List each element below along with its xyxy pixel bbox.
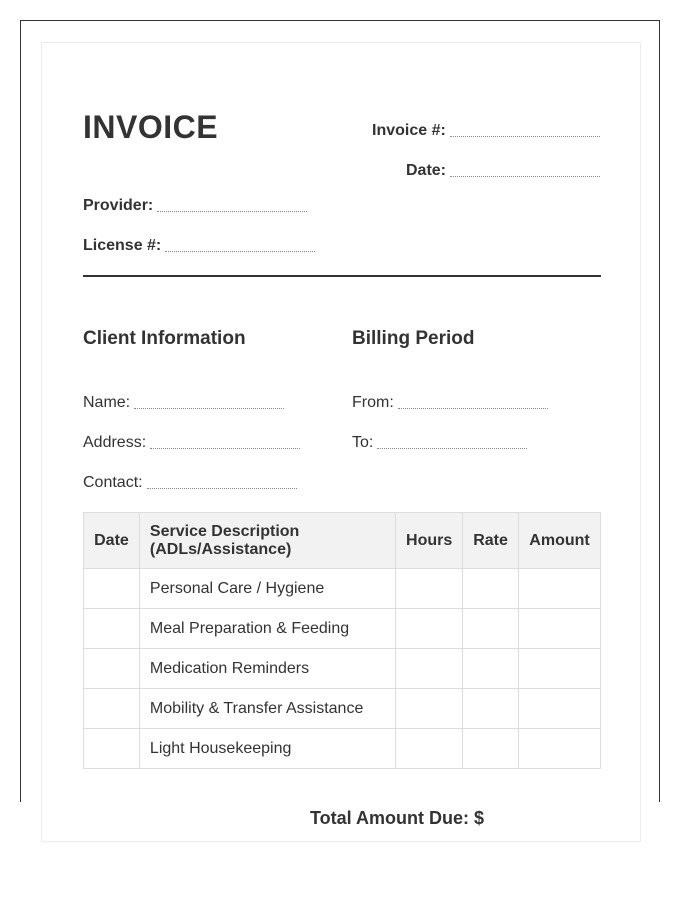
date-cell[interactable] bbox=[84, 569, 140, 609]
hours-cell[interactable] bbox=[396, 569, 463, 609]
col-header-amount: Amount bbox=[519, 513, 601, 569]
amount-cell[interactable] bbox=[519, 569, 601, 609]
description-cell: Medication Reminders bbox=[139, 649, 395, 689]
description-cell: Mobility & Transfer Assistance bbox=[139, 689, 395, 729]
col-header-description-line1: Service Description bbox=[149, 522, 300, 540]
col-header-description-line2: (ADLs/Assistance) bbox=[149, 540, 292, 558]
license-label: License #: bbox=[83, 237, 162, 254]
invoice-number-field[interactable] bbox=[372, 122, 600, 140]
client-name-line[interactable] bbox=[134, 407, 284, 409]
hours-cell[interactable] bbox=[396, 649, 463, 689]
billing-period-heading: Billing Period bbox=[352, 328, 475, 349]
date-cell[interactable] bbox=[84, 689, 140, 729]
provider-label: Provider: bbox=[83, 197, 154, 214]
hours-cell[interactable] bbox=[396, 729, 463, 769]
date-cell[interactable] bbox=[84, 649, 140, 689]
client-info-heading: Client Information bbox=[83, 328, 246, 349]
rate-cell[interactable] bbox=[463, 729, 519, 769]
rate-cell[interactable] bbox=[463, 569, 519, 609]
table-row bbox=[84, 569, 601, 609]
invoice-title: INVOICE bbox=[83, 109, 219, 145]
services-table bbox=[83, 512, 601, 769]
hours-cell[interactable] bbox=[396, 689, 463, 729]
license-line[interactable] bbox=[165, 250, 315, 252]
billing-to-label: To: bbox=[352, 434, 374, 451]
amount-cell[interactable] bbox=[519, 649, 601, 689]
rate-cell[interactable] bbox=[463, 689, 519, 729]
header-divider bbox=[83, 275, 601, 277]
client-contact-label: Contact: bbox=[83, 474, 143, 491]
col-header-date: Date bbox=[84, 513, 140, 569]
description-cell: Light Housekeeping bbox=[139, 729, 395, 769]
amount-cell[interactable] bbox=[519, 689, 601, 729]
billing-to-line[interactable] bbox=[377, 447, 527, 449]
client-contact-line[interactable] bbox=[147, 487, 297, 489]
table-row bbox=[84, 609, 601, 649]
provider-field[interactable] bbox=[83, 197, 307, 215]
table-header-row bbox=[84, 513, 601, 569]
client-name-label: Name: bbox=[83, 394, 131, 411]
client-address-label: Address: bbox=[83, 434, 147, 451]
table-row bbox=[84, 689, 601, 729]
document-frame bbox=[20, 20, 660, 828]
billing-from-field[interactable] bbox=[352, 394, 548, 412]
amount-cell[interactable] bbox=[519, 609, 601, 649]
description-cell: Personal Care / Hygiene bbox=[139, 569, 395, 609]
client-address-field[interactable] bbox=[83, 434, 300, 452]
billing-from-line[interactable] bbox=[398, 407, 548, 409]
rate-cell[interactable] bbox=[463, 649, 519, 689]
table-row bbox=[84, 729, 601, 769]
billing-from-label: From: bbox=[352, 394, 394, 411]
invoice-page bbox=[41, 42, 641, 842]
invoice-date-label: Date: bbox=[406, 162, 447, 179]
provider-line[interactable] bbox=[157, 210, 307, 212]
client-contact-field[interactable] bbox=[83, 474, 297, 492]
rate-cell[interactable] bbox=[463, 609, 519, 649]
date-cell[interactable] bbox=[84, 609, 140, 649]
billing-to-field[interactable] bbox=[352, 434, 527, 452]
total-amount-due: Total Amount Due: $ bbox=[310, 808, 484, 828]
invoice-date-field[interactable] bbox=[406, 162, 600, 180]
amount-cell[interactable] bbox=[519, 729, 601, 769]
client-name-field[interactable] bbox=[83, 394, 284, 412]
col-header-rate: Rate bbox=[463, 513, 519, 569]
date-cell[interactable] bbox=[84, 729, 140, 769]
invoice-date-line[interactable] bbox=[450, 175, 600, 177]
description-cell: Meal Preparation & Feeding bbox=[139, 609, 395, 649]
invoice-number-line[interactable] bbox=[450, 135, 600, 137]
table-row bbox=[84, 649, 601, 689]
col-header-hours: Hours bbox=[396, 513, 463, 569]
license-field[interactable] bbox=[83, 237, 315, 255]
col-header-description bbox=[139, 513, 395, 569]
client-address-line[interactable] bbox=[150, 447, 300, 449]
hours-cell[interactable] bbox=[396, 609, 463, 649]
invoice-number-label: Invoice #: bbox=[372, 122, 446, 139]
